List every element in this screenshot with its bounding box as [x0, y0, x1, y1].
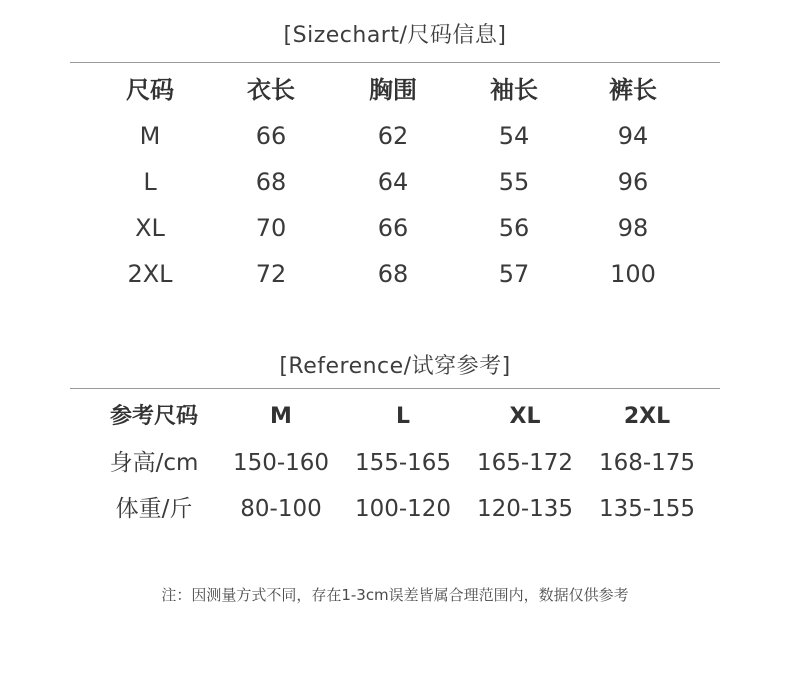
header-reference-size: 参考尺码 [109, 404, 198, 429]
table-row [0, 208, 790, 248]
value-cell: 68 [255, 168, 287, 196]
row-label-weight: 体重/斤 [115, 496, 193, 522]
value-cell: 98 [617, 214, 649, 242]
header-size: 尺码 [126, 76, 174, 104]
reference-header-row [0, 397, 790, 437]
value-cell: 168-175 [598, 450, 696, 476]
value-cell: 66 [255, 122, 287, 150]
value-cell: 100 [610, 260, 656, 288]
value-cell: 120-135 [476, 496, 574, 522]
value-cell: 100-120 [354, 496, 452, 522]
header-size-2xl: 2XL [623, 404, 671, 429]
value-cell: 68 [377, 260, 409, 288]
table-row [0, 116, 790, 156]
value-cell: 80-100 [240, 496, 322, 522]
header-sleeve: 袖长 [490, 76, 538, 104]
value-cell: 165-172 [476, 450, 574, 476]
header-size-xl: XL [509, 404, 541, 429]
size-cell: L [143, 168, 157, 196]
value-cell: 64 [377, 168, 409, 196]
value-cell: 54 [498, 122, 530, 150]
sizechart-divider [70, 62, 720, 63]
table-row [0, 489, 790, 529]
sizechart-header-row [0, 70, 790, 110]
header-size-l: L [395, 404, 411, 429]
value-cell: 155-165 [354, 450, 452, 476]
value-cell: 72 [255, 260, 287, 288]
value-cell: 57 [498, 260, 530, 288]
value-cell: 62 [377, 122, 409, 150]
row-label-height: 身高/cm [109, 450, 199, 476]
table-row [0, 162, 790, 202]
size-cell: 2XL [127, 260, 173, 288]
header-size-m: M [270, 404, 292, 429]
sizechart-title: [Sizechart/尺码信息] [283, 23, 507, 48]
size-cell: XL [135, 214, 165, 242]
value-cell: 96 [617, 168, 649, 196]
reference-divider [70, 388, 720, 389]
size-cell: M [139, 122, 161, 150]
table-row [0, 443, 790, 483]
header-pants-length: 裤长 [609, 76, 657, 104]
header-chest: 胸围 [369, 76, 417, 104]
value-cell: 135-155 [598, 496, 696, 522]
value-cell: 56 [498, 214, 530, 242]
measurement-note: 注：因测量方式不同，存在1-3cm误差皆属合理范围内，数据仅供参考 [161, 586, 629, 604]
reference-title: [Reference/试穿参考] [279, 354, 511, 379]
value-cell: 70 [255, 214, 287, 242]
table-row [0, 254, 790, 294]
value-cell: 66 [377, 214, 409, 242]
value-cell: 150-160 [232, 450, 330, 476]
header-length: 衣长 [247, 76, 295, 104]
value-cell: 55 [498, 168, 530, 196]
value-cell: 94 [617, 122, 649, 150]
